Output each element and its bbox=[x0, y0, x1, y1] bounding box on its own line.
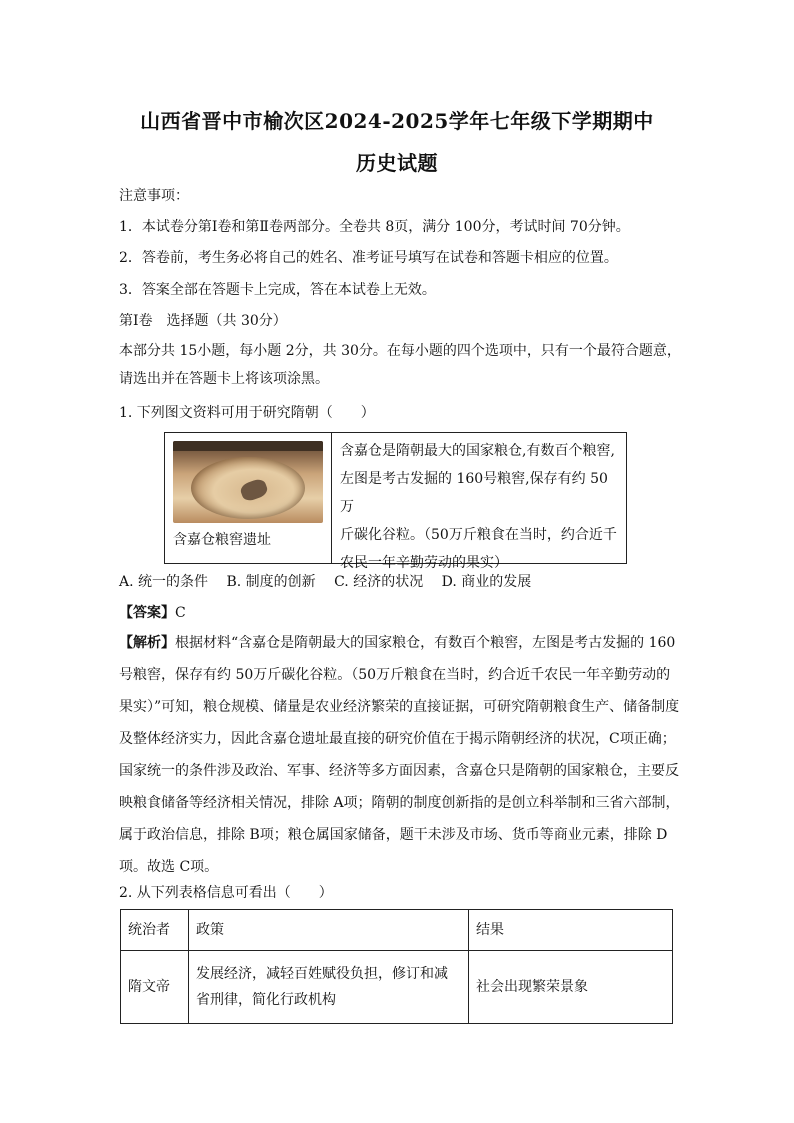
table-cell-ruler: 隋文帝 bbox=[121, 951, 189, 1024]
analysis-paragraph bbox=[119, 627, 683, 883]
material-line: 含嘉仓是隋朝最大的国家粮仓,有数百个粮窖, bbox=[340, 443, 615, 459]
table-row bbox=[121, 951, 673, 1024]
question-2-table bbox=[120, 909, 673, 1024]
answer-label: 【答案】 bbox=[119, 605, 175, 621]
notice-item: 1．本试卷分第Ⅰ卷和第Ⅱ卷两部分。全卷共 8页，满分 100分，考试时间 70分钟。 bbox=[119, 219, 630, 235]
question-1-stem: 1. 下列图文资料可用于研究隋朝（ ） bbox=[119, 405, 375, 421]
table-header: 政策 bbox=[189, 910, 469, 951]
question-1-material-box bbox=[164, 432, 627, 571]
table-cell-result: 社会出现繁荣景象 bbox=[469, 951, 673, 1024]
material-line: 斤碳化谷粒。（50万斤粮食在当时，约合近千 bbox=[340, 527, 617, 543]
material-line: 农民一年辛勤劳动的果实） bbox=[340, 555, 508, 571]
table-cell-policy: 发展经济，减轻百姓赋役负担，修订和减省刑律，简化行政机构 bbox=[189, 951, 469, 1024]
table-header: 结果 bbox=[469, 910, 673, 951]
answer-line bbox=[119, 604, 689, 622]
question-2-stem: 2. 从下列表格信息可看出（ ） bbox=[119, 885, 333, 901]
image-caption: 含嘉仓粮窖遗址 bbox=[173, 532, 271, 548]
analysis-label: 【解析】 bbox=[119, 635, 175, 651]
section-instruction: 本部分共 15小题，每小题 2分，共 30分。在每小题的四个选项中，只有一个最符合题意，请选出并在答题卡上将该项涂黑。 bbox=[119, 343, 681, 387]
page-subtitle: 历史试题 bbox=[356, 151, 438, 175]
notice-item: 2．答卷前，考生务必将自己的姓名、准考证号填写在试卷和答题卡相应的位置。 bbox=[119, 250, 618, 266]
table-header-row bbox=[121, 910, 673, 951]
notice-item: 3．答案全部在答题卡上完成，答在本试卷上无效。 bbox=[119, 282, 436, 298]
material-image-cell bbox=[165, 433, 332, 563]
material-line: 左图是考古发掘的 160号粮窖,保存有约 50万 bbox=[340, 471, 608, 515]
table-header: 统治者 bbox=[121, 910, 189, 951]
question-1-options: A. 统一的条件 B. 制度的创新 C. 经济的状况 D. 商业的发展 bbox=[119, 574, 532, 590]
section-heading: 第Ⅰ卷 选择题（共 30分） bbox=[119, 313, 287, 329]
page-title: 山西省晋中市榆次区2024-2025学年七年级下学期期中 bbox=[140, 109, 654, 133]
notice-heading: 注意事项： bbox=[119, 188, 189, 204]
answer-value: C bbox=[175, 605, 186, 621]
analysis-text: 根据材料“含嘉仓是隋朝最大的国家粮仓，有数百个粮窖，左图是考古发掘的 160号粮窖，保存有约 50万斤碳化谷粒。（50万斤粮食在当时，约合近千农民一年辛勤劳动的果实）”可知，粮仓规模、储量是农业经济繁荣的直接证据，可研究隋朝粮食生产、储备制度及整体经济实力，因此含嘉仓遗址最直接的研究价值在于揭示隋朝经济的状况，C项正确；国家统一的条件涉及政治、军事、经济等多方面因素，含嘉仓只是隋朝的国家粮仓，主要反映粮食储备等经济相关情况，排除 A项；隋朝的制度创新指的是创立科举制和三省六部制，属于政治信息，排除 B项；粮仓属国家储备，题干未涉及市场、货币等商业元素，排除 D项。故选 C项。 bbox=[119, 635, 680, 875]
granary-photo bbox=[173, 441, 323, 523]
material-text-cell bbox=[332, 433, 626, 571]
